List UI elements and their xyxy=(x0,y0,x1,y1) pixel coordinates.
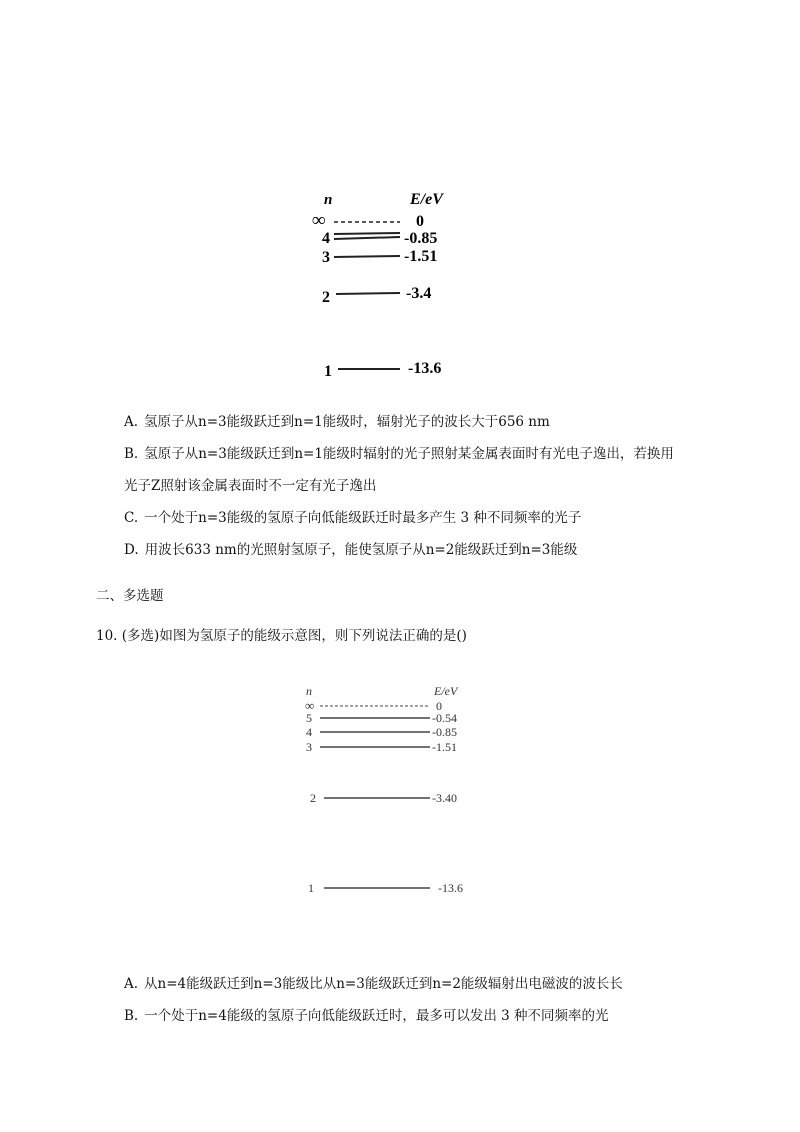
section-heading: 二、多选题 xyxy=(96,588,164,604)
energy-axis-label: E/eV xyxy=(434,684,458,698)
option-text: 一个处于n=3能级的氢原子向低能级跃迁时最多产生 3 种不同频率的光子 xyxy=(144,510,582,526)
option-letter: A. xyxy=(124,414,139,430)
level-e-4: -0.85 xyxy=(404,230,438,247)
level-e-5: -0.54 xyxy=(432,711,457,725)
level-n-3: 3 xyxy=(322,249,330,266)
level-e-1: -13.6 xyxy=(438,881,463,895)
question-number: 10. xyxy=(96,628,118,644)
option-text: 从n=4能级跃迁到n=3能级比从n=3能级跃迁到n=2能级辐射出电磁波的波长长 xyxy=(144,976,623,992)
option-letter: D. xyxy=(124,542,139,558)
level-n-2: 2 xyxy=(322,289,330,306)
option-text: 氢原子从n=3能级跃迁到n=1能级时辐射的光子照射某金属表面时有光电子逸出，若换用 xyxy=(144,446,674,462)
level-line-4 xyxy=(334,233,400,234)
question-text: (多选)如图为氢原子的能级示意图，则下列说法正确的是() xyxy=(121,628,467,644)
level-n-4: 4 xyxy=(306,725,312,739)
level-e-inf: 0 xyxy=(436,699,442,713)
option-text: 氢原子从n=3能级跃迁到n=1能级时，辐射光子的波长大于656 nm xyxy=(144,414,550,430)
q9-option-b-cont xyxy=(124,476,376,496)
level-n-1: 1 xyxy=(308,881,314,895)
option-text: 用波长633 nm的光照射氢原子，能使氢原子从n=2能级跃迁到n=3能级 xyxy=(144,542,578,558)
n-axis-label: n xyxy=(324,192,333,208)
energy-level-diagram-2 xyxy=(300,682,500,897)
level-e-2: -3.4 xyxy=(406,285,432,302)
energy-axis-label: E/eV xyxy=(410,191,443,208)
level-n-5: 5 xyxy=(306,711,312,725)
level-n-2: 2 xyxy=(310,791,316,805)
level-n-inf: ∞ xyxy=(312,210,326,231)
level-line-2 xyxy=(336,293,400,294)
level-line-3 xyxy=(334,256,400,257)
q9-option-a xyxy=(124,412,550,432)
level-e-3: -1.51 xyxy=(432,740,457,754)
level-e-4: -0.85 xyxy=(432,725,457,739)
option-letter: B. xyxy=(124,1008,139,1024)
q10-stem xyxy=(96,624,467,644)
option-text: 一个处于n=4能级的氢原子向低能级跃迁时，最多可以发出 3 种不同频率的光 xyxy=(144,1008,609,1024)
option-letter: A. xyxy=(124,976,139,992)
q10-option-b xyxy=(124,1006,609,1026)
energy-level-diagram-1 xyxy=(300,180,480,380)
level-n-1: 1 xyxy=(324,363,332,380)
level-e-inf: 0 xyxy=(416,213,424,230)
n-axis-label: n xyxy=(306,684,312,698)
q9-option-d xyxy=(124,540,577,560)
level-n-inf: ∞ xyxy=(305,698,315,713)
level-line-4b xyxy=(334,237,400,239)
level-n-4: 4 xyxy=(322,230,330,247)
q10-option-a xyxy=(124,974,623,994)
level-e-1: -13.6 xyxy=(408,360,442,377)
option-letter: C. xyxy=(124,510,139,526)
option-letter: B. xyxy=(124,446,139,462)
level-e-2: -3.40 xyxy=(432,791,457,805)
option-text: 光子Z照射该金属表面时不一定有光子逸出 xyxy=(124,478,377,494)
q9-option-c xyxy=(124,508,581,528)
q9-option-b xyxy=(124,444,674,464)
level-n-3: 3 xyxy=(306,740,312,754)
level-e-3: -1.51 xyxy=(404,248,438,265)
